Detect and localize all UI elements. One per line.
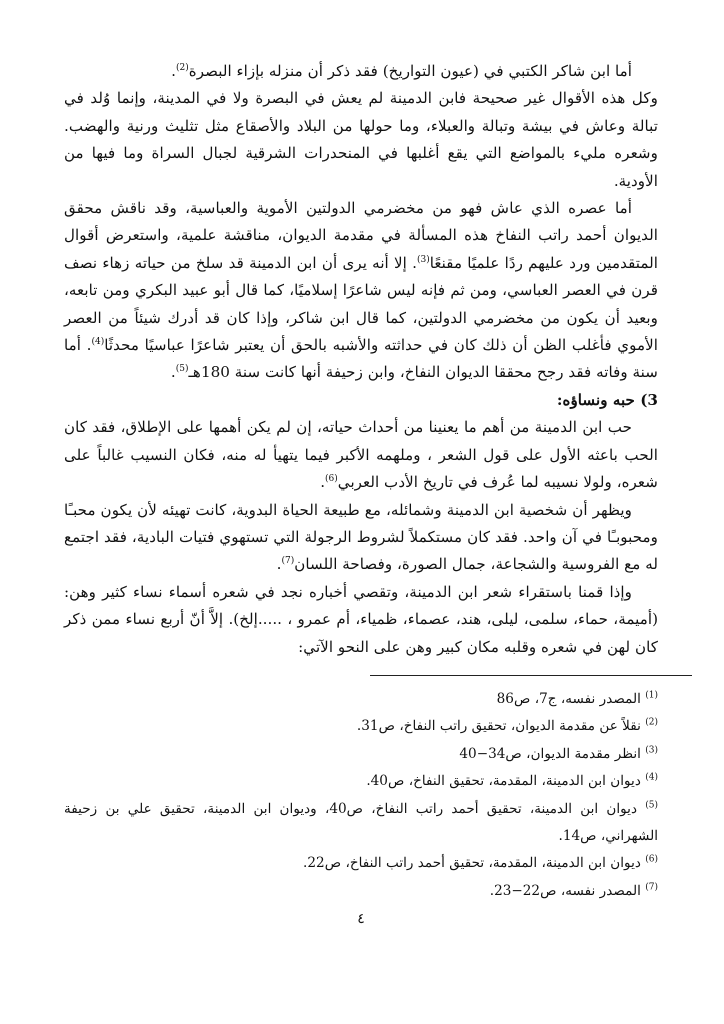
footnote-1 [64, 686, 658, 713]
paragraph-5 [64, 497, 658, 579]
paragraph-1-text: أما ابن شاكر الكتبي في (عيون التواريخ) فقد ذكر أن منزله بإزاء البصرة [188, 62, 632, 80]
footnote-number: (7) [645, 882, 658, 893]
footnote-number: (1) [645, 690, 658, 701]
paragraph-5-text: ويظهر أن شخصية ابن الدمينة وشمائله، مع طبيعة الحياة البدوية، كانت تهيئه لأن يكون محبـًا ومحبوبـًا في آن واحد. فقد كان مستكملاً لشروط الرجولة التي تستهوي فتيات البادية، فقد اجتمع له مع الفروسية والشجاعة، جمال الصورة، وفصاحة اللسان [64, 500, 658, 574]
footnote-ref-5: (5) [175, 364, 189, 375]
footnote-text: المصدر نفسه، ص22−23. [489, 882, 641, 899]
paragraph-1-end: . [171, 62, 176, 80]
footnote-7 [64, 878, 658, 905]
paragraph-1 [64, 58, 658, 85]
footnote-ref-6: (6) [325, 474, 338, 485]
page-number: ٤ [357, 911, 365, 928]
footnote-ref-7: (7) [281, 556, 295, 567]
footnote-text: ديوان ابن الدمينة، تحقيق أحمد راتب النفاخ، ص40، وديوان ابن الدمينة، تحقيق علي بن زحيفة الشهراني، ص14. [64, 800, 658, 844]
footnote-number: (4) [645, 772, 658, 783]
footnote-text: ديوان ابن الدمينة، المقدمة، تحقيق أحمد راتب النفاخ، ص22. [303, 855, 641, 872]
paragraph-5-end: . [276, 555, 282, 574]
footnote-6 [64, 850, 658, 877]
footnotes [64, 686, 658, 905]
footnote-text: انظر مقدمة الديوان، ص34−40 [459, 745, 641, 762]
footnote-text: ديوان ابن الدمينة، المقدمة، تحقيق النفاخ، ص40. [366, 773, 641, 790]
paragraph-2: وكل هذه الأقوال غير صحيحة فابن الدمينة لم يعش في البصرة ولا في المدينة، وإنما وُلد في تبالة وعاش في بيشة وتبالة والعبلاء، وما حولها من البلاد والأصقاع مثل تثليث ورنية والهضب. وشعره مليء بالمواضع التي يقع أغلبها في المنحدرات الشرقية لجبال السراة وما فيها من الأودية. [64, 89, 658, 190]
footnote-number: (3) [645, 745, 658, 756]
paragraph-6: وإذا قمنا باستقراء شعر ابن الدمينة، وتقصي أخباره نجد في شعره أسماء نساء كثير وهن: (أميمة، حماء، سلمى، ليلى، هند، عصماء، ظمياء، أم عمرو ، .....إلخ). إلاَّ أنّ أربع نساء ممن ذكر كان لهن في شعره وقلبه مكان كبير وهن على النحو الآتي: [64, 582, 658, 656]
footnote-ref-4: (4) [91, 337, 105, 347]
footnote-2 [64, 713, 658, 740]
footnote-ref-3: (3) [416, 254, 430, 265]
paragraph-4 [64, 414, 658, 496]
section-heading: 3) حبه ونساؤه: [556, 390, 658, 409]
paragraph-3-text-a: أما عصره الذي عاش فهو من مخضرمي الدولتين الأموية والعباسية، وقد ناقش محقق الديوان أحمد راتب النفاخ هذه المسألة في مقدمة الديوان، مناقشة علمية، واستعرض أقوال المتقدمين ورد عليهم ردًا علميًا مقنعًا [64, 199, 659, 272]
footnote-3 [64, 741, 658, 768]
footnote-number: (6) [645, 854, 658, 865]
footnote-text: المصدر نفسه، ج7، ص86 [496, 690, 641, 707]
paragraph-4-end: . [320, 473, 326, 492]
paragraph-3 [64, 195, 658, 387]
footnote-4 [64, 768, 658, 795]
paragraph-3-text-c: . أما سنة وفاته فقد رجح محققا الديوان النفاخ، وابن زحيفة أنها كانت سنة 180هـ [64, 336, 658, 382]
footnote-number: (5) [645, 800, 658, 811]
body-text [64, 58, 658, 661]
paragraph-3-end: . [170, 363, 176, 382]
footnote-text: نقلاً عن مقدمة الديوان، تحقيق راتب النفاخ، ص31. [356, 718, 641, 735]
paragraph-3-text-b: . إلا أنه يرى أن ابن الدمينة قد سلخ من حياته زهاء نصف قرن في العصر العباسي، ومن ثم فإنه ليس شاعرًا إسلاميًا، كما قال أبو عبيد البكري ومن تابعه، وبعيد أن يكون من مخضرمي الدولتين، كما قال ابن شاكر، وإذا كان قد أدرك شيئاً من العصر الأموي فأغلب الظن أن ذلك كان في حداثته والأشبه بالحق أن يعتبر شاعرًا عباسيًا محدثًا [64, 253, 659, 355]
paragraph-4-text: حب ابن الدمينة من أهم ما يعنينا من أحداث حياته، إن لم يكن أهمها على الإطلاق، فقد كان الحب باعثه الأول على قول الشعر ، وملهمه الأكبر فيما يتهيأ له منه، فكان النسيب غالباً على شعره، ولولا نسيبه لما عُرف في تاريخ الأدب العربي [64, 418, 658, 492]
footnote-5 [64, 796, 658, 851]
footnote-number: (2) [645, 717, 658, 728]
footnote-ref-2: (2) [176, 62, 189, 73]
footnote-divider [370, 675, 692, 676]
